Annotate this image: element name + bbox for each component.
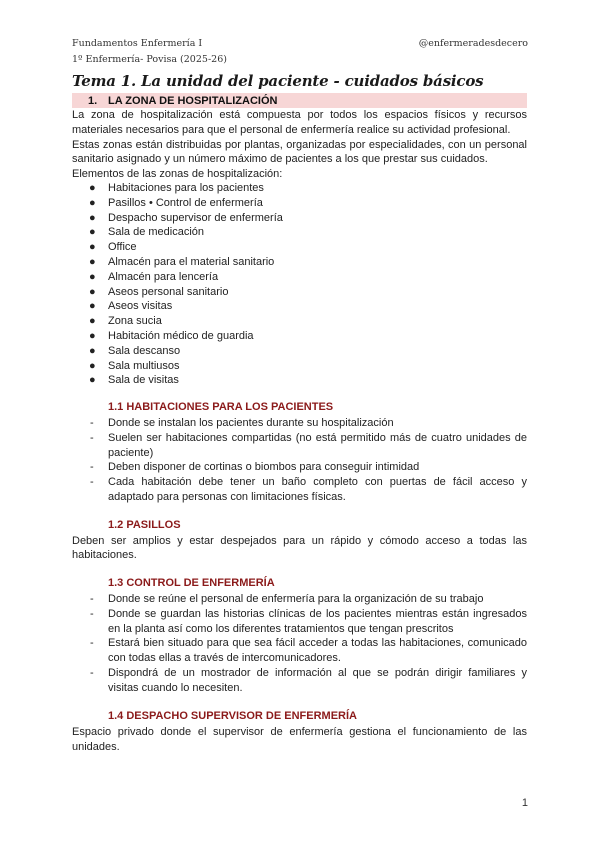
bullet-icon: ● (89, 270, 96, 283)
header-handle: @enfermeradesdecero (418, 38, 528, 49)
subsection-heading-rooms: 1.1 HABITACIONES PARA LOS PACIENTES (108, 401, 334, 413)
list-item: ● Sala de visitas (89, 374, 179, 387)
list-item: - Cada habitación debe tener un baño completo con puertas de fácil acceso y (90, 476, 527, 488)
list-item: - Deben disponer de cortinas o biombos para conseguir intimidad (90, 461, 420, 473)
list-item: ● Almacén para lencería (89, 270, 219, 283)
section-title: LA ZONA DE HOSPITALIZACIÓN (108, 95, 278, 107)
intro-line-2: materiales necesarios para que el personal de enfermería realice su actividad profesional. (72, 124, 511, 136)
bullet-icon: ● (89, 255, 96, 268)
bullet-icon: ● (89, 196, 96, 209)
list-item: ● Habitación médico de guardia (89, 329, 254, 342)
list-item: - Suelen ser habitaciones compartidas (no está permitido más de cuatro unidades de (90, 432, 527, 444)
bullet-icon: ● (89, 374, 96, 387)
list-item: - Donde se guardan las historias clínicas de los pacientes mientras están ingresados (90, 608, 527, 620)
bullet-icon: ● (89, 182, 96, 194)
dash-icon: - (90, 637, 94, 649)
bullet-icon: ● (89, 344, 96, 357)
list-item: - Donde se reúne el personal de enfermería para la organización de su trabajo (90, 593, 484, 605)
list-item: - Dispondrá de un mostrador de información al que se podrán dirigir familiares y (90, 667, 527, 679)
corridors-line-1: Deben ser amplios y estar despejados para un rápido y cómodo acceso a todas las (72, 535, 527, 547)
list-item: ● Zona sucia (89, 315, 162, 328)
subsection-heading-supervisor-office: 1.4 DESPACHO SUPERVISOR DE ENFERMERÍA (108, 710, 357, 722)
bullet-icon: ● (89, 211, 96, 224)
bullet-icon: ● (89, 300, 96, 313)
bullet-icon: ● (89, 359, 96, 372)
zones-line-2: sanitario asignado y un número máximo de pacientes a los que prestar sus cuidados. (72, 153, 488, 165)
bullet-icon: ● (89, 315, 96, 328)
list-item: ● Despacho supervisor de enfermería (89, 211, 283, 224)
list-item-continuation: con todas ellas a través de intercomunicadores. (108, 652, 341, 664)
section-number: 1. (88, 95, 98, 107)
list-item: ● Habitaciones para los pacientes (89, 182, 264, 194)
list-item: ● Sala multiusos (89, 359, 180, 372)
page-number: 1 (521, 797, 528, 809)
subsection-heading-nursing-control: 1.3 CONTROL DE ENFERMERÍA (108, 577, 275, 589)
dash-icon: - (90, 608, 94, 620)
list-item-continuation: adaptado para personas con limitaciones físicas. (108, 491, 346, 503)
supervisor-line-1: Espacio privado donde el supervisor de enfermería gestiona el funcionamiento de las (72, 726, 527, 738)
list-item-continuation: paciente) (108, 447, 154, 459)
dash-icon: - (90, 593, 94, 605)
list-item: - Estará bien situado para que sea fácil acceder a todas las habitaciones, comunicado (90, 637, 527, 649)
bullet-icon: ● (89, 285, 96, 298)
dash-icon: - (90, 417, 94, 429)
page-title: Tema 1. La unidad del paciente - cuidados básicos (72, 72, 484, 90)
header-group: 1º Enfermería- Povisa (2025-26) (72, 54, 227, 65)
bullet-icon: ● (89, 241, 96, 254)
dash-icon: - (90, 432, 94, 444)
list-item: ● Sala descanso (89, 344, 181, 357)
corridors-line-2: habitaciones. (72, 549, 137, 561)
list-item: ● Aseos personal sanitario (89, 285, 229, 298)
bullet-icon: ● (89, 226, 96, 239)
list-item-continuation: visitas cuando lo necesiten. (108, 682, 243, 694)
header-course: Fundamentos Enfermería I (72, 38, 203, 49)
elements-intro: Elementos de las zonas de hospitalización: (72, 168, 283, 180)
list-item: ● Office (89, 241, 137, 254)
zones-line-1: Estas zonas están distribuidas por plantas, organizadas por especialidades, con un personal (72, 139, 527, 151)
subsection-heading-corridors: 1.2 PASILLOS (108, 519, 181, 531)
bullet-icon: ● (89, 329, 96, 342)
list-item: - Donde se instalan los pacientes durante su hospitalización (90, 417, 394, 429)
list-item: ● Aseos visitas (89, 300, 173, 313)
dash-icon: - (90, 667, 94, 679)
dash-icon: - (90, 476, 94, 488)
list-item: ● Pasillos • Control de enfermería (89, 196, 263, 209)
list-item-continuation: en la planta así como los diferentes tratamientos que tengan prescritos (108, 623, 454, 635)
dash-icon: - (90, 461, 94, 473)
list-item: ● Sala de medicación (89, 226, 205, 239)
supervisor-line-2: unidades. (72, 741, 120, 753)
elements-list (88, 181, 283, 388)
intro-line-1: La zona de hospitalización está compuesta por todos los espacios físicos y recursos (72, 109, 527, 121)
list-item: ● Almacén para el material sanitario (89, 255, 275, 268)
